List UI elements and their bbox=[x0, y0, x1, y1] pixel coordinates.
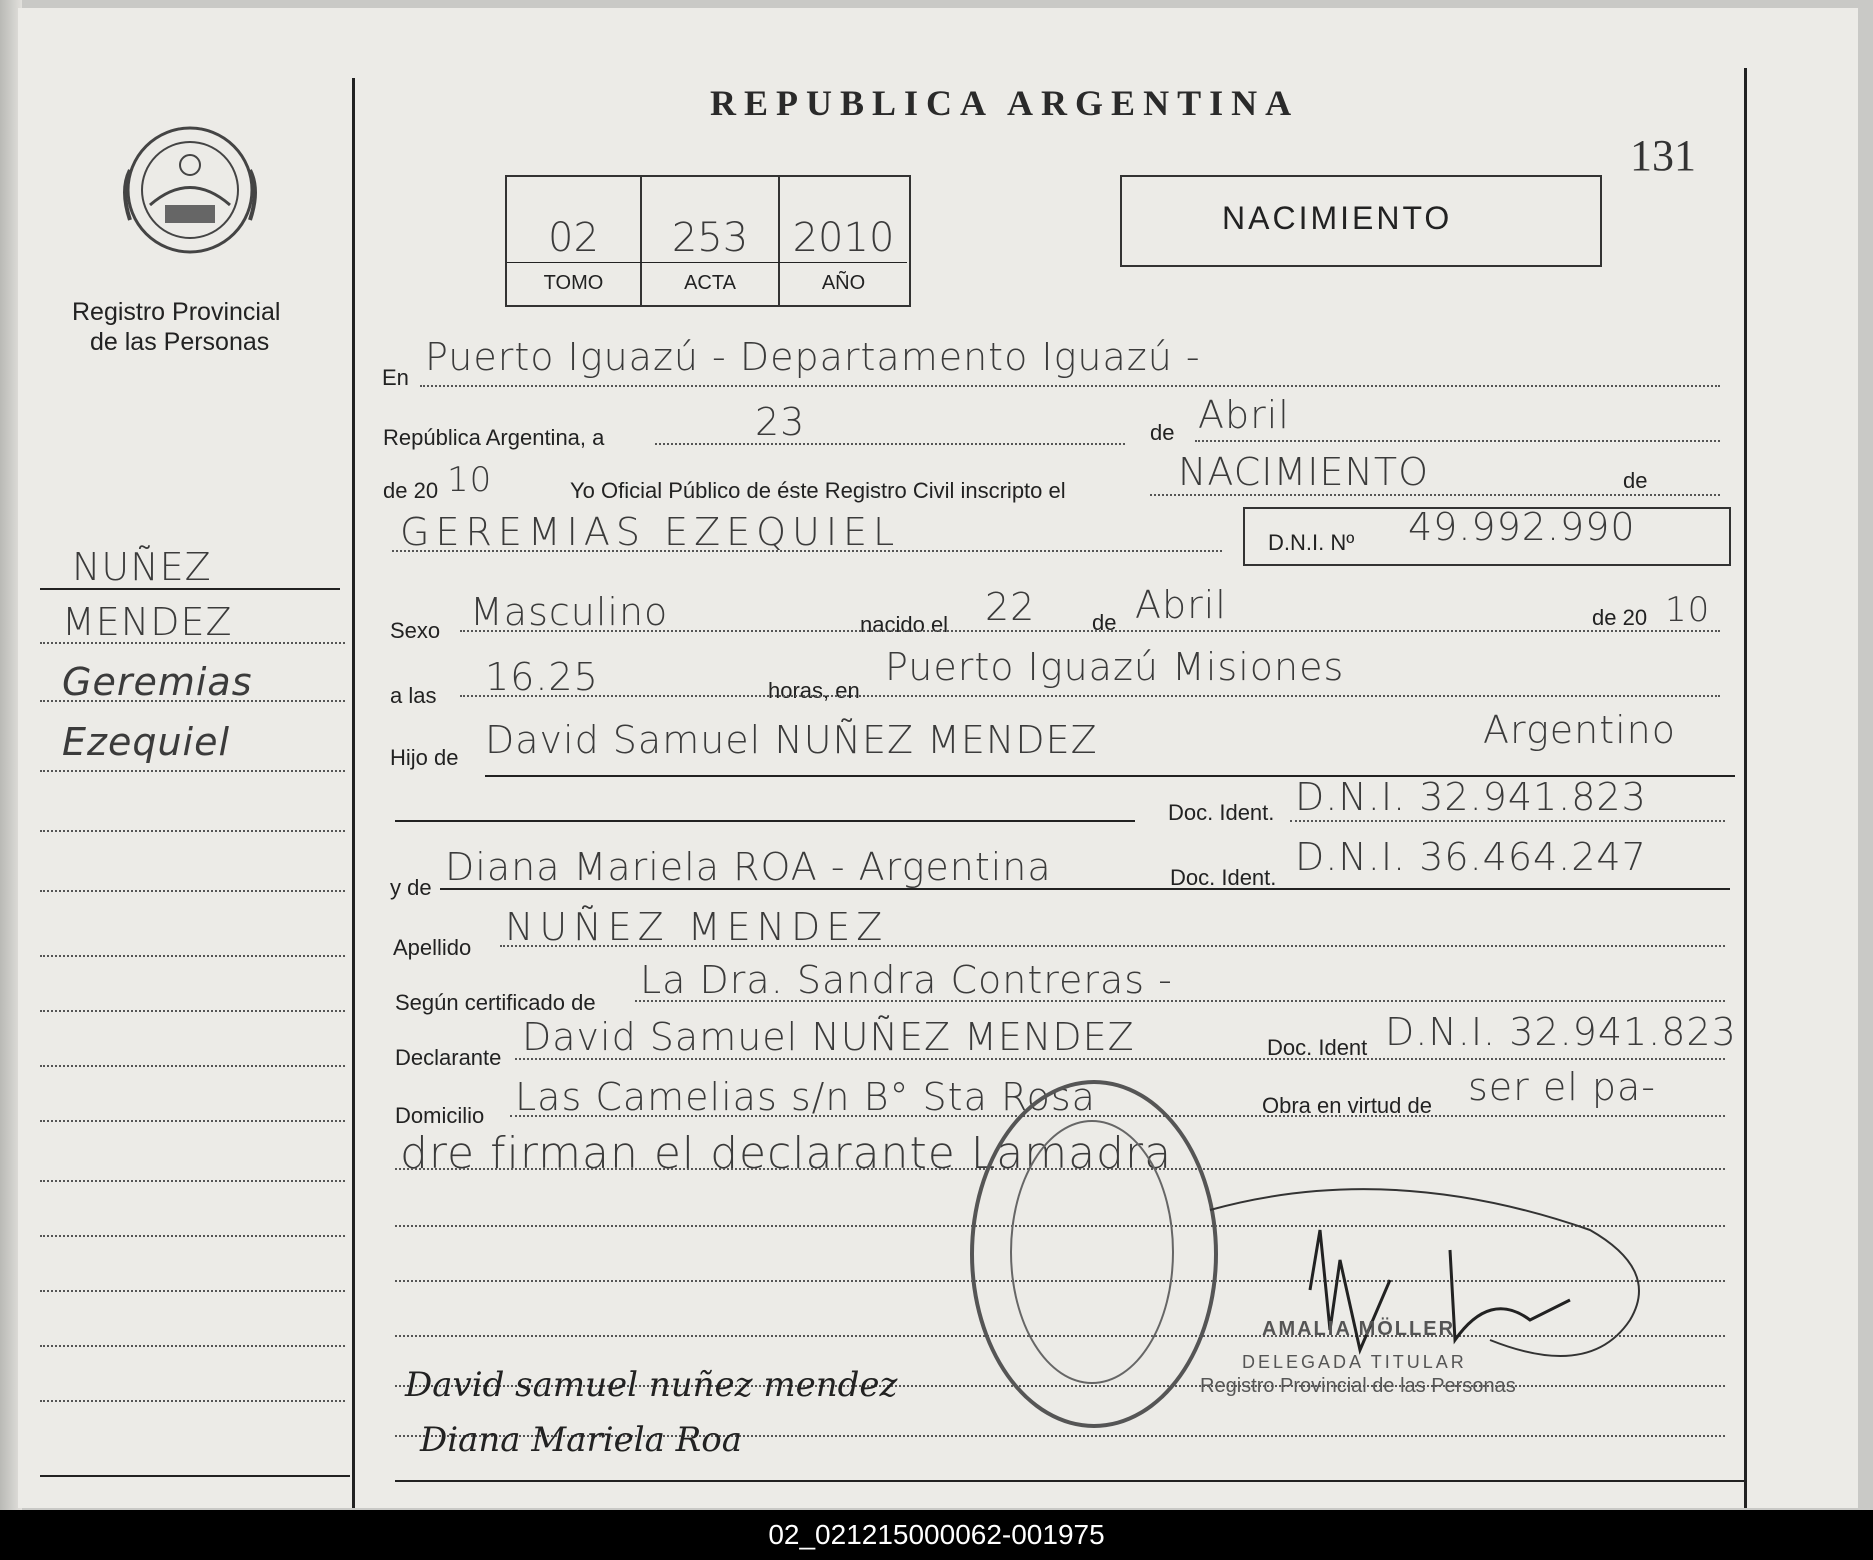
form-dotted-line bbox=[1150, 494, 1720, 496]
declarante-doc-value: D.N.I. 32.941.823 bbox=[1385, 1010, 1737, 1054]
margin-name-2: Ezequiel bbox=[62, 720, 231, 764]
margin-surname-1: NUÑEZ bbox=[72, 545, 212, 589]
margin-dotted-line bbox=[40, 890, 345, 892]
official-registry: Registro Provincial de las Personas bbox=[1200, 1375, 1516, 1397]
form-dotted-line bbox=[460, 630, 1720, 632]
mother-value: Diana Mariela ROA - Argentina bbox=[445, 845, 1052, 889]
form-line bbox=[440, 888, 1730, 890]
nacido-label: nacido el bbox=[860, 612, 949, 637]
declarante-label: Declarante bbox=[395, 1045, 502, 1070]
dni-label: D.N.I. Nº bbox=[1268, 530, 1355, 555]
registry-name-line2: de las Personas bbox=[90, 328, 270, 356]
birth-day-value: 22 bbox=[985, 585, 1036, 629]
official-name: AMALIA MÖLLER bbox=[1262, 1318, 1456, 1340]
margin-dotted-line bbox=[40, 770, 345, 772]
obra-value: ser el pa- bbox=[1468, 1065, 1657, 1109]
page-number: 131 bbox=[1630, 131, 1696, 180]
mother-doc-label: Doc. Ident. bbox=[1170, 865, 1277, 890]
anio-value: 2010 bbox=[792, 215, 895, 261]
de-label: de bbox=[1150, 420, 1175, 445]
document-title: REPUBLICA ARGENTINA bbox=[710, 83, 1300, 123]
form-dotted-line bbox=[1195, 440, 1720, 442]
declarant-signature: David samuel nuñez mendez bbox=[405, 1365, 898, 1405]
father-value: David Samuel NUÑEZ MENDEZ bbox=[485, 718, 1098, 762]
birth-place-value: Puerto Iguazú Misiones bbox=[885, 645, 1345, 689]
margin-dotted-line bbox=[40, 1290, 345, 1292]
margin-dotted-line bbox=[40, 830, 345, 832]
registry-name-line1: Registro Provincial bbox=[72, 298, 281, 326]
domicilio-label: Domicilio bbox=[395, 1103, 485, 1128]
dni-value: 49.992.990 bbox=[1408, 505, 1636, 549]
form-dotted-line bbox=[635, 1000, 1725, 1002]
form-dotted-line bbox=[500, 945, 1725, 947]
margin-dotted-line bbox=[40, 700, 345, 702]
official-title: DELEGADA TITULAR bbox=[1242, 1352, 1467, 1372]
father-nationality-value: Argentino bbox=[1483, 708, 1677, 752]
alas-label: a las bbox=[390, 683, 437, 708]
file-id: 02_021215000062-001975 bbox=[768, 1519, 1105, 1550]
horas-label: horas, en bbox=[768, 678, 860, 703]
margin-dotted-line bbox=[40, 1010, 345, 1012]
birth-month-value: Abril bbox=[1135, 583, 1227, 627]
margin-dotted-line bbox=[40, 955, 345, 957]
apellido-value: NUÑEZ MENDEZ bbox=[505, 905, 889, 949]
acta-value: 253 bbox=[671, 215, 749, 261]
sexo-label: Sexo bbox=[390, 618, 441, 643]
right-divider bbox=[1744, 68, 1747, 1508]
margin-line bbox=[40, 1475, 350, 1477]
margin-dotted-line bbox=[40, 1180, 345, 1182]
form-dotted-line bbox=[1290, 820, 1725, 822]
official-stamp-inner bbox=[1010, 1120, 1174, 1384]
margin-dotted-line bbox=[40, 1235, 345, 1237]
anio-label: AÑO bbox=[821, 272, 866, 294]
year-suffix-value: 10 bbox=[447, 460, 493, 500]
certificado-label: Según certificado de bbox=[395, 990, 596, 1015]
certificado-value: La Dra. Sandra Contreras - bbox=[640, 958, 1173, 1002]
yde-label: y de bbox=[390, 875, 432, 900]
de-label-2: de bbox=[1623, 468, 1648, 493]
margin-dotted-line bbox=[40, 1120, 345, 1122]
mother-doc-value: D.N.I. 36.464.247 bbox=[1295, 835, 1647, 879]
margin-line bbox=[40, 588, 340, 590]
birth-de-label: de bbox=[1092, 610, 1117, 635]
margin-dotted-line bbox=[40, 642, 345, 644]
form-dotted-line bbox=[460, 695, 1720, 697]
form-line bbox=[395, 820, 1135, 822]
obra-label: Obra en virtud de bbox=[1262, 1093, 1432, 1118]
inscripto-value: NACIMIENTO bbox=[1178, 450, 1430, 494]
domicilio-value: Las Camelias s/n B° Sta Rosa bbox=[515, 1075, 1096, 1119]
margin-dotted-line bbox=[40, 1400, 345, 1402]
nombres-value: GEREMIAS EZEQUIEL bbox=[400, 510, 901, 554]
form-dotted-line bbox=[515, 1058, 1725, 1060]
bottom-border bbox=[395, 1480, 1745, 1482]
tomo-label: TOMO bbox=[543, 272, 604, 294]
margin-dotted-line bbox=[40, 1345, 345, 1347]
margin-name-1: Geremias bbox=[62, 660, 253, 704]
mother-signature: Diana Mariela Roa bbox=[420, 1420, 743, 1460]
republica-label: República Argentina, a bbox=[383, 425, 605, 450]
de20-label: de 20 bbox=[383, 478, 439, 503]
form-dotted-line bbox=[392, 550, 1222, 552]
month-value: Abril bbox=[1198, 393, 1290, 437]
birth-year-suffix: 10 bbox=[1665, 590, 1711, 630]
margin-surname-2: MENDEZ bbox=[62, 600, 233, 644]
hour-value: 16.25 bbox=[485, 655, 599, 699]
provincial-seal-icon bbox=[110, 110, 270, 270]
left-divider bbox=[352, 78, 355, 1508]
hijo-label: Hijo de bbox=[390, 745, 459, 770]
oficial-label: Yo Oficial Público de éste Registro Civil inscripto el bbox=[570, 478, 1066, 503]
place-value: Puerto Iguazú - Departamento Iguazú - bbox=[425, 335, 1201, 379]
apellido-label: Apellido bbox=[393, 935, 472, 960]
acta-label: ACTA bbox=[684, 272, 736, 294]
table-divider bbox=[507, 262, 907, 263]
margin-dotted-line bbox=[40, 1065, 345, 1067]
doc-ident-label: Doc. Ident. bbox=[1168, 800, 1275, 825]
declarante-doc-label: Doc. Ident bbox=[1267, 1035, 1368, 1060]
record-type: NACIMIENTO bbox=[1222, 200, 1453, 236]
father-doc-value: D.N.I. 32.941.823 bbox=[1295, 775, 1647, 819]
day-value: 23 bbox=[755, 400, 806, 444]
form-dotted-line bbox=[420, 385, 1720, 387]
form-dotted-line bbox=[655, 443, 1125, 445]
obra-continued-value: dre firman el declarante Lamadra bbox=[400, 1128, 1173, 1179]
declarante-value: David Samuel NUÑEZ MENDEZ bbox=[522, 1015, 1135, 1059]
birth-year-label: de 20 bbox=[1592, 605, 1648, 630]
file-id-bar bbox=[0, 1510, 1873, 1560]
en-label: En bbox=[382, 365, 409, 390]
tomo-value: 02 bbox=[548, 215, 599, 261]
sexo-value: Masculino bbox=[470, 590, 669, 634]
